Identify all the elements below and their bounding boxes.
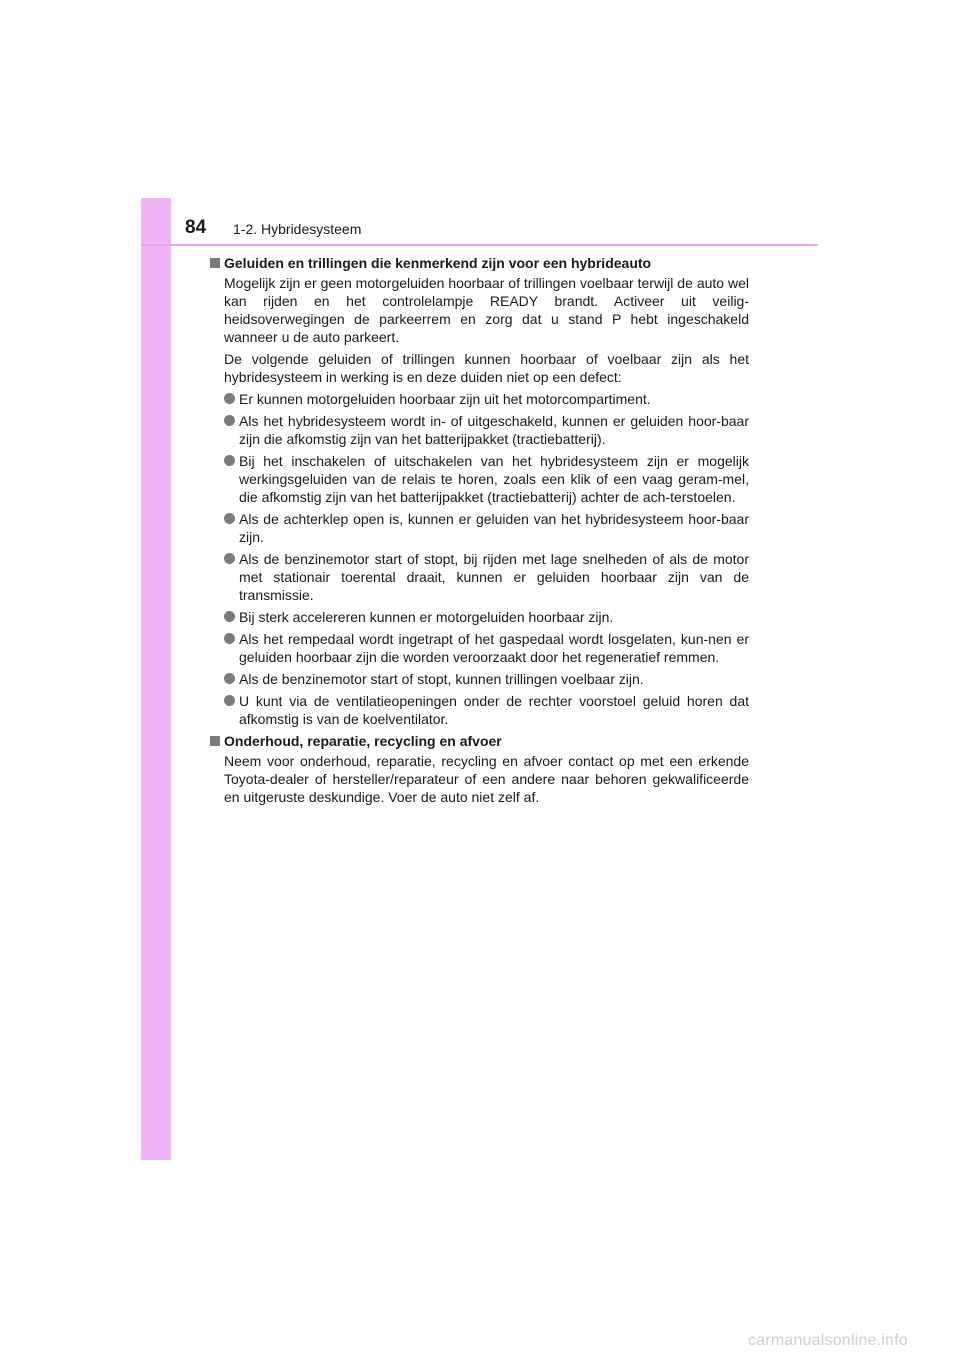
list-item [224, 670, 749, 688]
list-item [224, 608, 749, 626]
list-item-text: Bij het inschakelen of uitschakelen van het hybridesysteem zijn er mogelijk werkingsgeluiden van de relais te horen, zoals een klik of een vaag geram-mel, die afkomstig zijn van het batterijpakket (tractiebatterij) achter de ach-terstoelen. [239, 453, 749, 505]
list-item-text: U kunt via de ventilatieopeningen onder de rechter voorstoel geluid horen dat afkomstig is van de koelventilator. [239, 693, 749, 727]
section-heading-text: Onderhoud, reparatie, recycling en afvoer [224, 733, 502, 749]
section-heading-text: Geluiden en trillingen die kenmerkend zijn voor een hybrideauto [224, 255, 652, 271]
square-bullet-icon [210, 736, 220, 746]
section-running-head: 1-2. Hybridesysteem [233, 221, 362, 237]
list-item [224, 550, 749, 604]
list-item-text: Als het hybridesysteem wordt in- of uitgeschakeld, kunnen er geluiden hoor-baar zijn die afkomstig zijn van het batterijpakket (tractiebatterij). [239, 413, 749, 447]
list-item [224, 390, 749, 408]
header-rule [141, 244, 818, 246]
section-heading [209, 254, 749, 272]
round-bullet-icon [224, 393, 235, 404]
list-item [224, 630, 749, 666]
list-item [224, 510, 749, 546]
list-item [224, 692, 749, 728]
round-bullet-icon [224, 513, 235, 524]
square-bullet-icon [210, 258, 220, 268]
round-bullet-icon [224, 695, 235, 706]
round-bullet-icon [224, 415, 235, 426]
side-color-band [141, 198, 171, 1160]
round-bullet-icon [224, 673, 235, 684]
list-item-text: Bij sterk accelereren kunnen er motorgeluiden hoorbaar zijn. [239, 609, 614, 625]
list-item-text: Als de benzinemotor start of stopt, kunnen trillingen voelbaar zijn. [239, 671, 644, 687]
round-bullet-icon [224, 611, 235, 622]
watermark: carmanualsonline.info [748, 1332, 908, 1349]
round-bullet-icon [224, 633, 235, 644]
list-item-text: Als het rempedaal wordt ingetrapt of het gaspedaal wordt losgelaten, kun-nen er geluiden hoorbaar zijn die worden veroorzaakt door het regeneratief remmen. [239, 631, 749, 665]
paragraph: De volgende geluiden of trillingen kunnen hoorbaar of voelbaar zijn als het hybridesysteem in werking is en deze duiden niet op een defect: [224, 351, 749, 385]
list-item [224, 452, 749, 506]
list-item-text: Als de benzinemotor start of stopt, bij rijden met lage snelheden of als de motor met stationair toerental draait, kunnen er geluiden hoorbaar zijn van de transmissie. [239, 551, 749, 603]
list-item [224, 412, 749, 448]
page-content [209, 254, 749, 810]
list-item-text: Er kunnen motorgeluiden hoorbaar zijn uit het motorcompartiment. [239, 391, 651, 407]
list-item-text: Als de achterklep open is, kunnen er geluiden van het hybridesysteem hoor-baar zijn. [239, 511, 749, 545]
paragraph: Mogelijk zijn er geen motorgeluiden hoorbaar of trillingen voelbaar terwijl de auto wel kan rijden en het controlelampje READY brandt. Activeer uit veilig-heidsoverwegingen de parkeerrem en zorg dat u stand P hebt ingeschakeld wanneer u de auto parkeert. [224, 275, 749, 345]
round-bullet-icon [224, 455, 235, 466]
page-number: 84 [185, 217, 207, 238]
paragraph: Neem voor onderhoud, reparatie, recycling en afvoer contact op met een erkende Toyota-dealer of hersteller/reparateur of een andere naar behoren gekwalificeerde en uitgeruste deskundige. Voer de auto niet zelf af. [224, 753, 749, 805]
round-bullet-icon [224, 553, 235, 564]
section-heading [209, 732, 749, 750]
